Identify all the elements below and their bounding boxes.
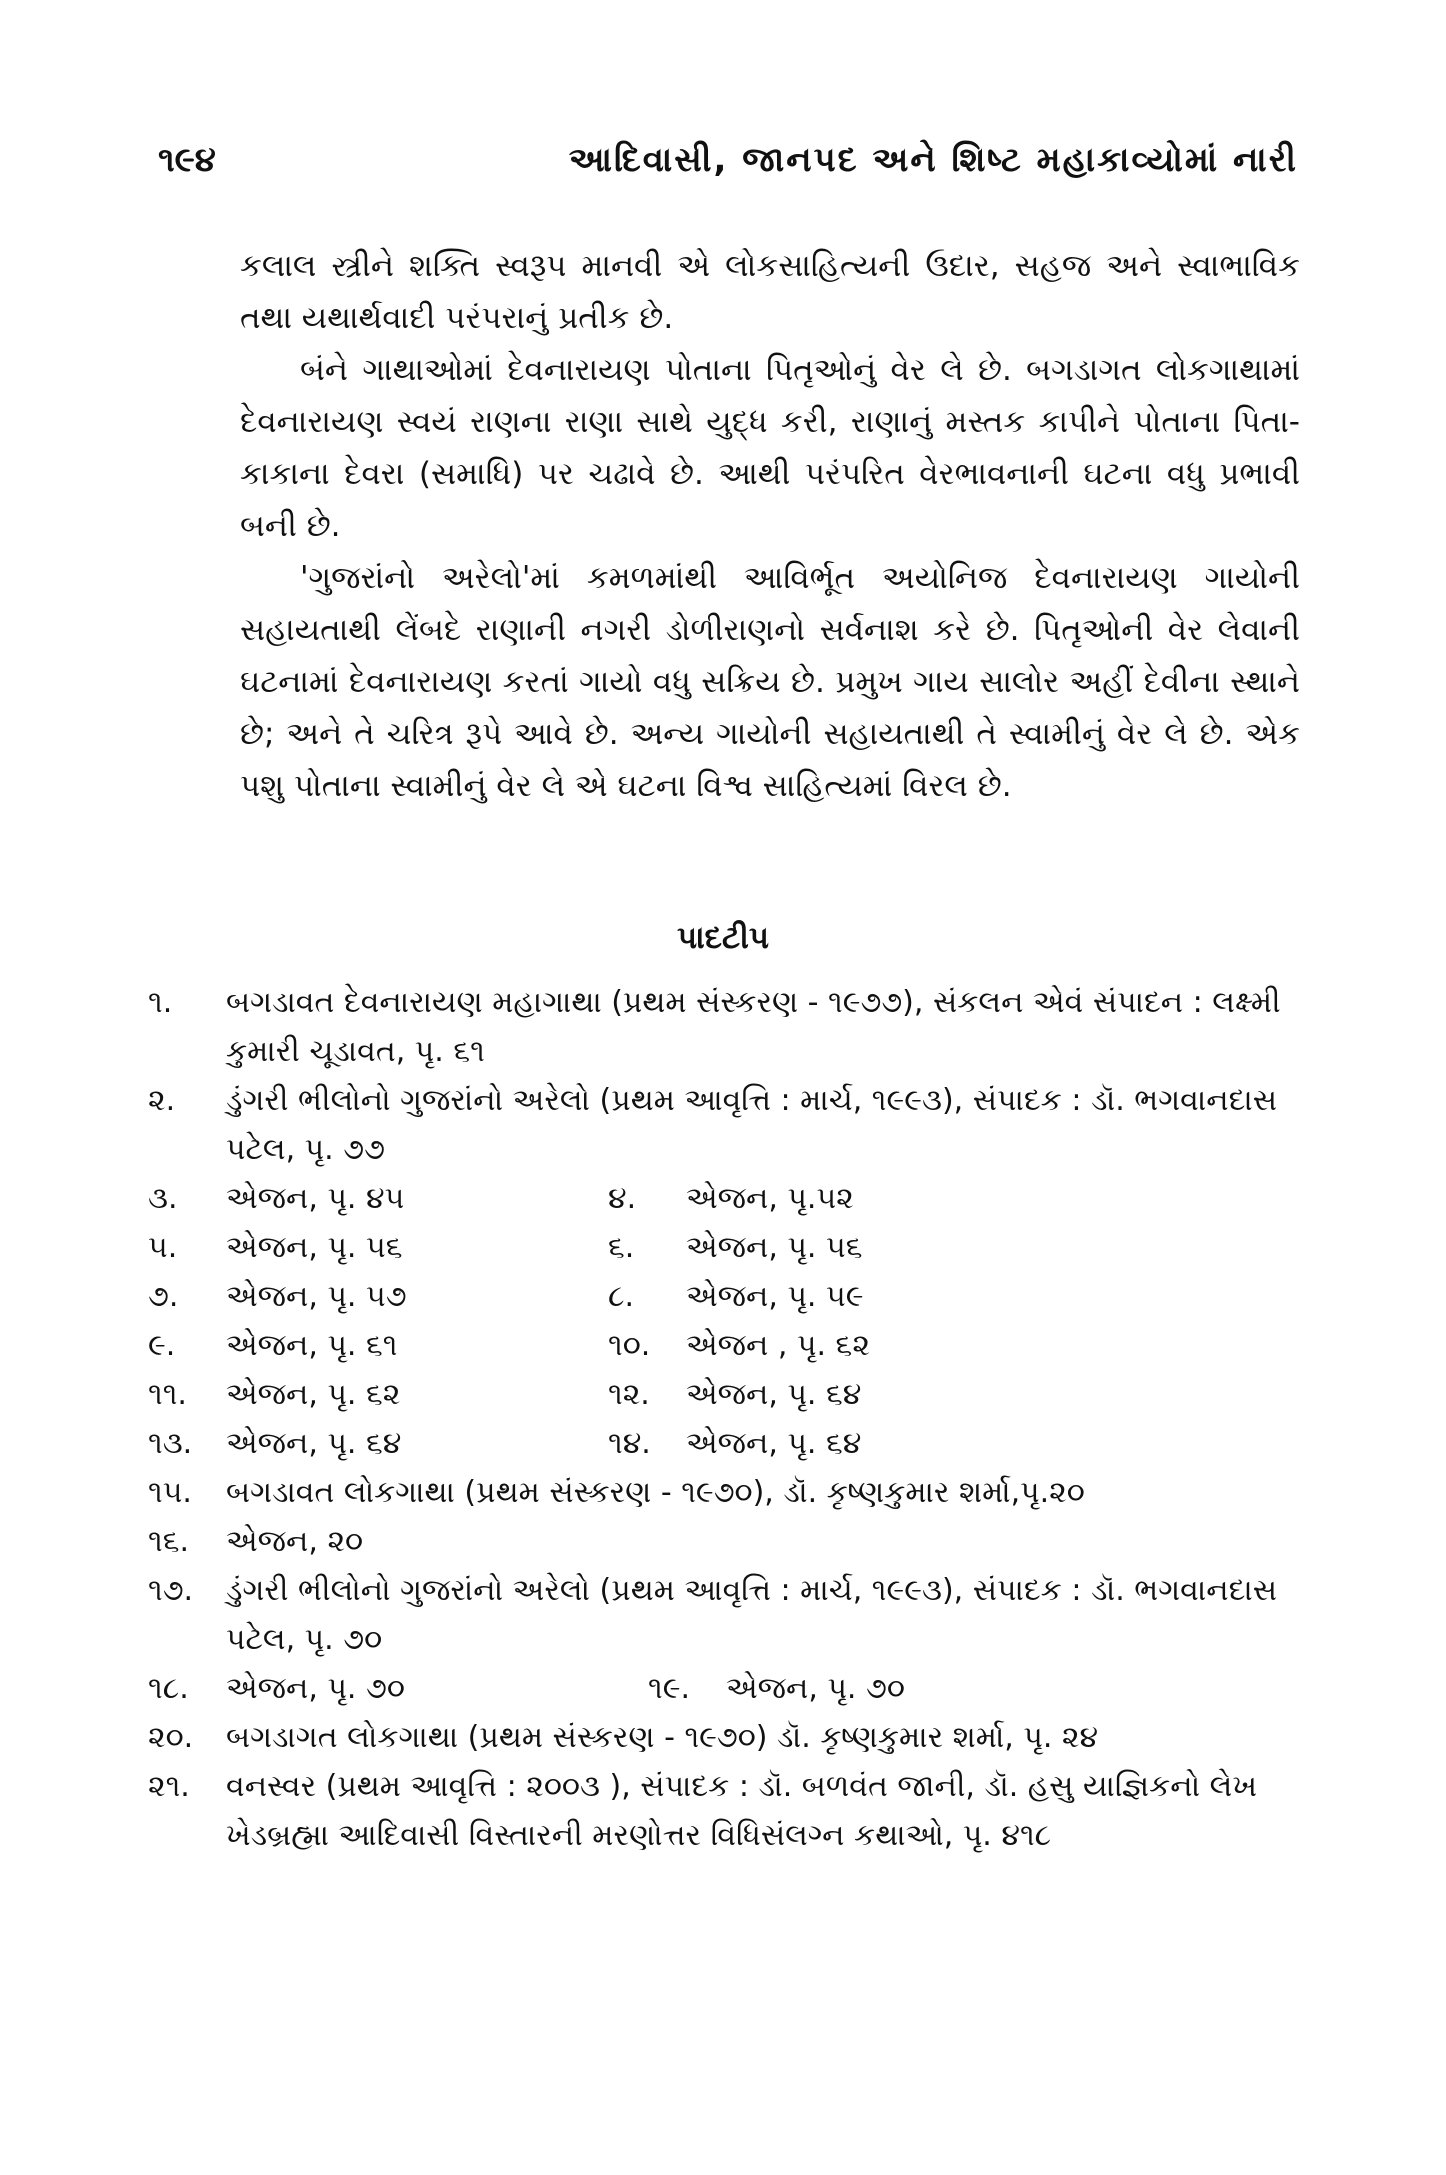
footnote	[148, 978, 1308, 1076]
footnote	[148, 1517, 1308, 1566]
footnote	[148, 1664, 648, 1713]
footnote-text: એજન, પૃ. ૬૨	[226, 1377, 401, 1412]
footnote	[148, 1713, 1308, 1762]
footnote-number: ૧૬.	[148, 1524, 190, 1559]
footnotes-heading: પાદટીપ	[676, 920, 770, 956]
footnote-number: ૩.	[148, 1181, 178, 1216]
footnote-text: એજન, પૃ. ૬૪	[226, 1426, 402, 1461]
footnote-text: એજન , પૃ. ૬૨	[686, 1328, 870, 1363]
footnote-number: ૫.	[148, 1230, 178, 1265]
footnote-text: એજન, પૃ.૫૨	[686, 1181, 854, 1216]
footnote	[148, 1370, 608, 1419]
footnote-text: એજન, પૃ. ૬૪	[686, 1377, 862, 1412]
footnotes-list	[148, 978, 1308, 1860]
paragraph: બંને ગાથાઓમાં દેવનારાયણ પોતાના પિતૃઓનું વેર લે છે. બગડાગત લોકગાથામાં દેવનારાયણ સ્વયં રાણના રાણા સાથે યુદ્ધ કરી, રાણાનું મસ્તક કાપીને પોતાના પિતા-કાકાના દેવરા (સમાધિ) પર ચઢાવે છે. આથી પરંપરિત વેરભાવનાની ઘટના વધુ પ્રભાવી બની છે.	[240, 352, 1300, 544]
footnote	[608, 1370, 1068, 1419]
footnote	[148, 1321, 608, 1370]
footnote-number: ૧.	[148, 985, 173, 1020]
footnote-text: ડુંગરી ભીલોનો ગુજરાંનો અરેલો (પ્રથમ આવૃત્તિ : માર્ચ, ૧૯૯૩), સંપાદક : ડૉ. ભગવાનદાસ પટેલ, પૃ. ૭૭	[226, 1083, 1277, 1167]
page-number: ૧૯૪	[158, 140, 216, 180]
footnote-number: ૧૨.	[608, 1377, 650, 1412]
footnote-number: ૧૫.	[148, 1475, 192, 1510]
footnote	[148, 1076, 1308, 1174]
footnote	[148, 1566, 1308, 1664]
footnote	[648, 1664, 1108, 1713]
footnote-pair	[148, 1272, 1308, 1321]
footnote-text: એજન, પૃ. ૫૬	[686, 1230, 863, 1265]
footnote-pair	[148, 1419, 1308, 1468]
footnote-text: વનસ્વર (પ્રથમ આવૃત્તિ : ૨૦૦૩ ), સંપાદક : ડૉ. બળવંત જાની, ડૉ. હસુ યાજ્ઞિકનો લેખ ખેડબ્રહ્મા આદિવાસી વિસ્તારની મરણોત્તર વિધિસંલગ્ન કથાઓ, પૃ. ૪૧૮	[226, 1769, 1258, 1853]
footnote-text: ડુંગરી ભીલોનો ગુજરાંનો અરેલો (પ્રથમ આવૃત્તિ : માર્ચ, ૧૯૯૩), સંપાદક : ડૉ. ભગવાનદાસ પટેલ, પૃ. ૭૦	[226, 1573, 1277, 1657]
paragraph: કલાલ સ્ત્રીને શક્તિ સ્વરૂપ માનવી એ લોકસાહિત્યની ઉદાર, સહજ અને સ્વાભાવિક તથા યથાર્થવાદી પરંપરાનું પ્રતીક છે.	[240, 248, 1300, 336]
footnote	[608, 1272, 1068, 1321]
footnote-text: એજન, પૃ. ૫૯	[686, 1279, 864, 1314]
footnote-text: એજન, ૨૦	[226, 1524, 364, 1559]
footnote	[148, 1174, 608, 1223]
footnote-text: એજન, પૃ. ૫૬	[226, 1230, 403, 1265]
footnote-number: ૧૯.	[648, 1671, 690, 1706]
footnote	[608, 1321, 1068, 1370]
footnote-number: ૧૦.	[608, 1328, 651, 1363]
footnote-text: બગડાગત લોકગાથા (પ્રથમ સંસ્કરણ - ૧૯૭૦) ડૉ. કૃષ્ણકુમાર શર્મા, પૃ. ૨૪	[226, 1720, 1099, 1755]
footnote-pair	[148, 1321, 1308, 1370]
paragraph: 'ગુજરાંનો અરેલો'માં કમળમાંથી આવિર્ભૂત અયોનિજ દેવનારાયણ ગાયોની સહાયતાથી લેંબદે રાણાની નગરી ડોળીરાણનો સર્વનાશ કરે છે. પિતૃઓની વેર લેવાની ઘટનામાં દેવનારાયણ કરતાં ગાયો વધુ સક્રિય છે. પ્રમુખ ગાય સાલોર અહીં દેવીના સ્થાને છે; અને તે ચરિત્ર રૂપે આવે છે. અન્ય ગાયોની સહાયતાથી તે સ્વામીનું વેર લે છે. એક પશુ પોતાના સ્વામીનું વેર લે એ ઘટના વિશ્વ સાહિત્યમાં વિરલ છે.	[240, 560, 1300, 804]
footnote-number: ૧૪.	[608, 1426, 651, 1461]
footnote-pair	[148, 1174, 1308, 1223]
footnote-number: ૧૮.	[148, 1671, 189, 1706]
footnote-text: એજન, પૃ. ૫૭	[226, 1279, 407, 1314]
footnote	[608, 1174, 1068, 1223]
page-header	[158, 140, 1298, 200]
footnote-number: ૮.	[608, 1279, 635, 1314]
footnote-number: ૧૧.	[148, 1377, 187, 1412]
footnote-text: એજન, પૃ. ૬૧	[226, 1328, 398, 1363]
running-title: આદિવાસી, જાનપદ અને શિષ્ટ મહાકાવ્યોમાં નારી	[568, 140, 1298, 180]
footnote	[148, 1419, 608, 1468]
footnote-text: બગડાવત દેવનારાયણ મહાગાથા (પ્રથમ સંસ્કરણ - ૧૯૭૭), સંકલન એવં સંપાદન : લક્ષ્મી કુમારી ચૂડાવત, પૃ. ૬૧	[226, 985, 1281, 1069]
footnote-number: ૬.	[608, 1230, 635, 1265]
footnote	[608, 1419, 1068, 1468]
footnote-number: ૧૩.	[148, 1426, 193, 1461]
footnote-number: ૨૦.	[148, 1720, 194, 1755]
footnote-pair	[148, 1370, 1308, 1419]
footnote-text: એજન, પૃ. ૪૫	[226, 1181, 405, 1216]
footnote	[148, 1223, 608, 1272]
footnote-text: એજન, પૃ. ૬૪	[686, 1426, 862, 1461]
footnote-number: ૨.	[148, 1083, 176, 1118]
footnote-number: ૪.	[608, 1181, 637, 1216]
footnote-number: ૧૭.	[148, 1573, 194, 1608]
body-text	[240, 240, 1300, 812]
footnote-text: એજન, પૃ. ૭૦	[226, 1671, 405, 1706]
footnote	[148, 1272, 608, 1321]
footnote-text: બગડાવત લોકગાથા (પ્રથમ સંસ્કરણ - ૧૯૭૦), ડૉ. કૃષ્ણકુમાર શર્મા,પૃ.૨૦	[226, 1475, 1085, 1510]
footnote-pair	[148, 1664, 1308, 1713]
footnote	[148, 1762, 1308, 1860]
footnote-number: ૨૧.	[148, 1769, 190, 1804]
footnote	[608, 1223, 1068, 1272]
footnote-text: એજન, પૃ. ૭૦	[726, 1671, 905, 1706]
footnote-pair	[148, 1223, 1308, 1272]
footnote-number: ૯.	[148, 1328, 176, 1363]
footnote-number: ૭.	[148, 1279, 179, 1314]
footnote	[148, 1468, 1308, 1517]
